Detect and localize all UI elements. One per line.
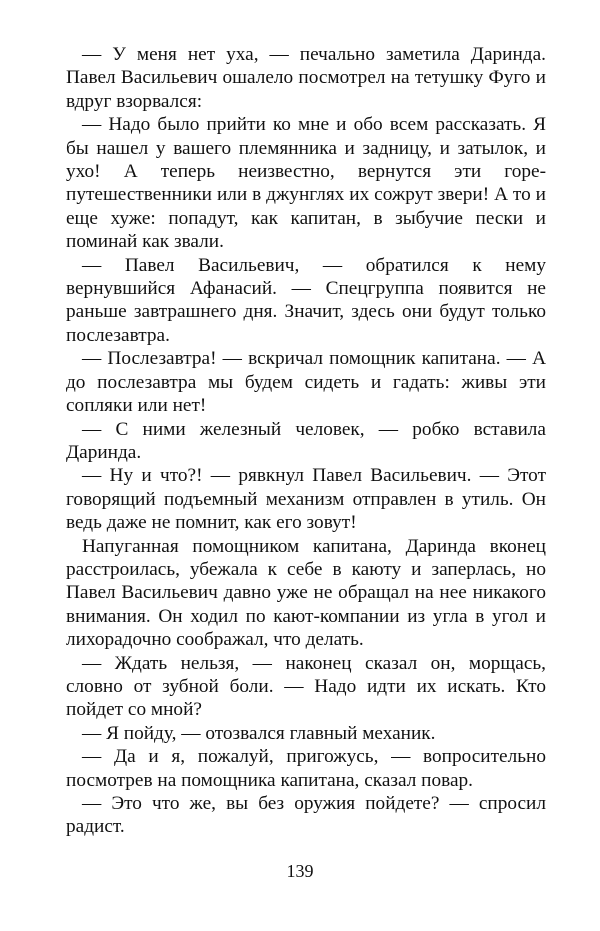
- paragraph-1: — У меня нет уха, — печально заметила Даринда. Павел Васильевич ошалело посмотрел на тетушку Фуго и вдруг взорвался:: [66, 44, 546, 112]
- paragraph-8: — Ждать нельзя, — наконец сказал он, морщась, словно от зубной боли. — Надо идти их искать. Кто пойдет со мной?: [66, 652, 546, 721]
- paragraph-11: — Это что же, вы без оружия пойдете? — спросил радист.: [66, 793, 546, 838]
- paragraph-7: Напуганная помощником капитана, Даринда вконец расстроилась, убежала к себе в каюту и заперлась, но Павел Васильевич давно уже не обращал на нее никакого внимания. Он ходил по кают-компании из угла в угол и лихорадочно соображал, что делать.: [66, 535, 546, 651]
- paragraph-4: — Послезавтра! — вскричал помощник капитана. — А до послезавтра мы будем сидеть и гадать: живы эти сопляки или нет!: [66, 348, 546, 417]
- page-text: [66, 43, 546, 839]
- page-number: 139: [286, 861, 314, 881]
- paragraph-9: — Я пойду, — отозвался главный механик.: [82, 722, 436, 744]
- paragraph-10: — Да и я, пожалуй, пригожусь, — вопросительно посмотрев на помощника капитана, сказал повар.: [66, 746, 546, 791]
- paragraph-5: — С ними железный человек, — робко вставила Даринда.: [66, 418, 546, 463]
- paragraph-2: — Надо было прийти ко мне и обо всем рассказать. Я бы нашел у вашего племянника и задницу, и затылок, и ухо! А теперь неизвестно, вернутся эти горе-путешественники или в джунглях их сожрут звери! А то и еще хуже: попадут, как капитан, в зыбучие пески и поминай как звали.: [66, 114, 546, 253]
- paragraph-6: — Ну и что?! — рявкнул Павел Васильевич. — Этот говорящий подъемный механизм отправлен в утиль. Он ведь даже не помнит, как его зовут!: [66, 465, 546, 534]
- paragraph-3: — Павел Васильевич, — обратился к нему вернувшийся Афанасий. — Спецгруппа появится не раньше завтрашнего дня. Значит, здесь они будут только послезавтра.: [66, 254, 546, 346]
